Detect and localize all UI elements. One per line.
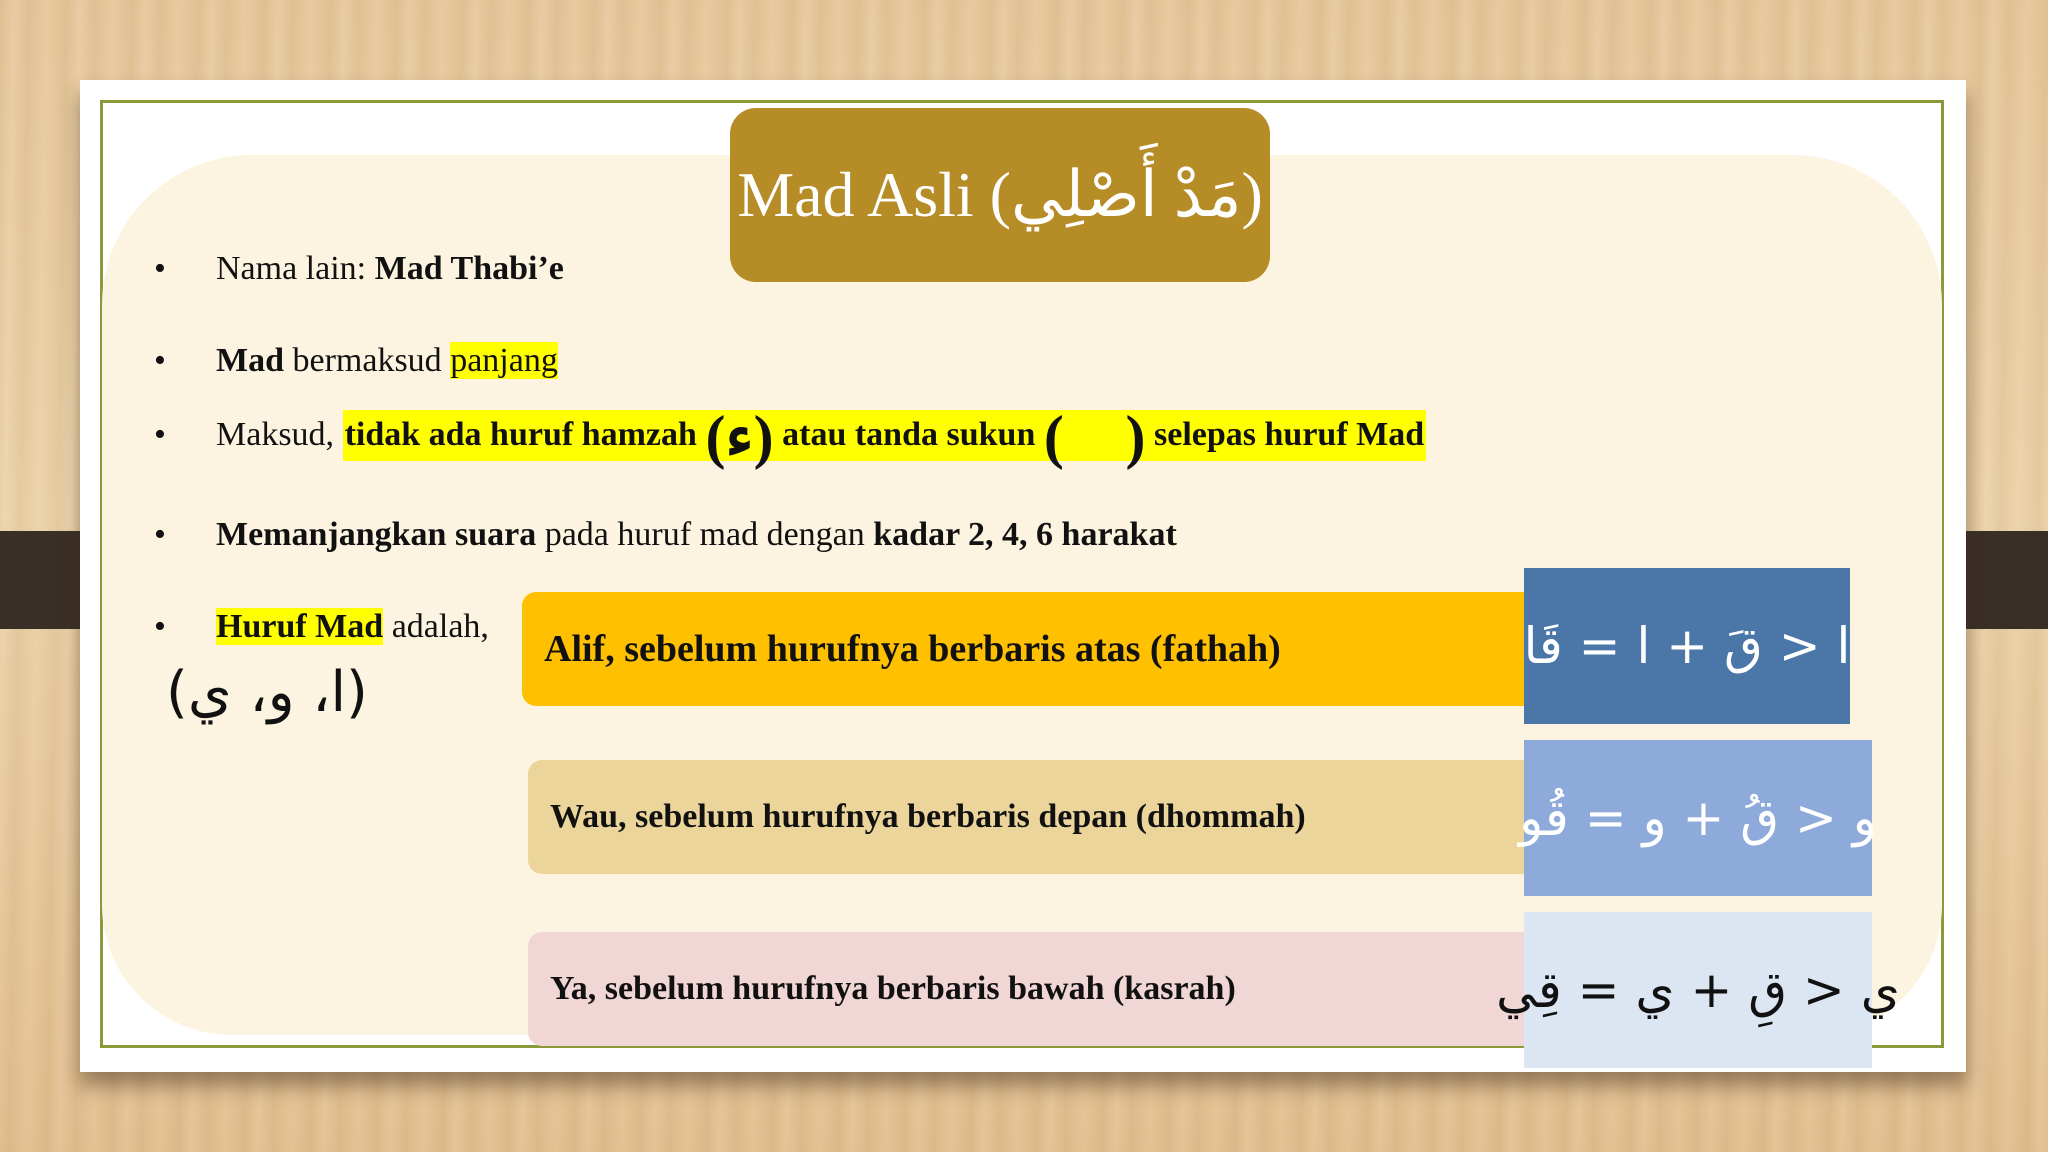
bullet-dot: • xyxy=(154,342,166,379)
bullet-text: adalah, xyxy=(383,608,489,645)
bullet-dot: • xyxy=(154,416,166,453)
definition-part1: tidak ada huruf hamzah xyxy=(344,416,706,453)
bullet-bold: Mad xyxy=(216,342,284,379)
example-ya: ي < قِ + ي = قِي xyxy=(1524,912,1872,1068)
sukun-symbol: ( ْ) xyxy=(1043,404,1146,471)
bullet-bold: Memanjangkan suara xyxy=(216,516,537,553)
bullet-text: bermaksud xyxy=(284,342,451,379)
bullet-label: Nama lain: xyxy=(216,250,375,287)
row-alif: Alif, sebelum hurufnya berbaris atas (fathah) xyxy=(522,592,1602,706)
slide-title: Mad Asli (مَدْ أَصْلِي) xyxy=(730,108,1270,282)
bullet-text: pada huruf mad dengan xyxy=(536,516,874,553)
slide xyxy=(80,80,1966,1072)
definition-part3: selepas huruf Mad xyxy=(1145,416,1425,453)
highlight-definition xyxy=(343,404,1427,471)
bullet-bold: kadar 2, 4, 6 harakat xyxy=(873,516,1177,553)
bullet-nama-lain xyxy=(216,250,564,288)
huruf-mad-letters: (ا، و، ي) xyxy=(166,660,368,725)
bullet-dot: • xyxy=(154,608,166,645)
highlight-panjang: panjang xyxy=(450,342,558,379)
definition-part2: atau tanda sukun xyxy=(773,416,1044,453)
bullet-label: Maksud, xyxy=(216,416,343,453)
row-wau: Wau, sebelum hurufnya berbaris depan (dhommah) xyxy=(528,760,1608,874)
bullet-dot: • xyxy=(154,516,166,553)
example-wau: و < قُ + و = قُو xyxy=(1524,740,1872,896)
bullet-bold: Mad Thabi’e xyxy=(374,250,564,287)
bullet-maksud xyxy=(216,404,1426,471)
bullet-memanjangkan xyxy=(216,516,1177,554)
highlight-huruf-mad: Huruf Mad xyxy=(216,608,384,645)
bullet-mad-meaning xyxy=(216,342,558,380)
bullet-huruf-mad xyxy=(216,608,489,646)
example-alif: ا < قَ + ا = قَا xyxy=(1524,568,1850,724)
bullet-dot: • xyxy=(154,250,166,287)
row-ya: Ya, sebelum hurufnya berbaris bawah (kasrah) xyxy=(528,932,1608,1046)
hamzah-symbol: (ء) xyxy=(705,404,774,471)
